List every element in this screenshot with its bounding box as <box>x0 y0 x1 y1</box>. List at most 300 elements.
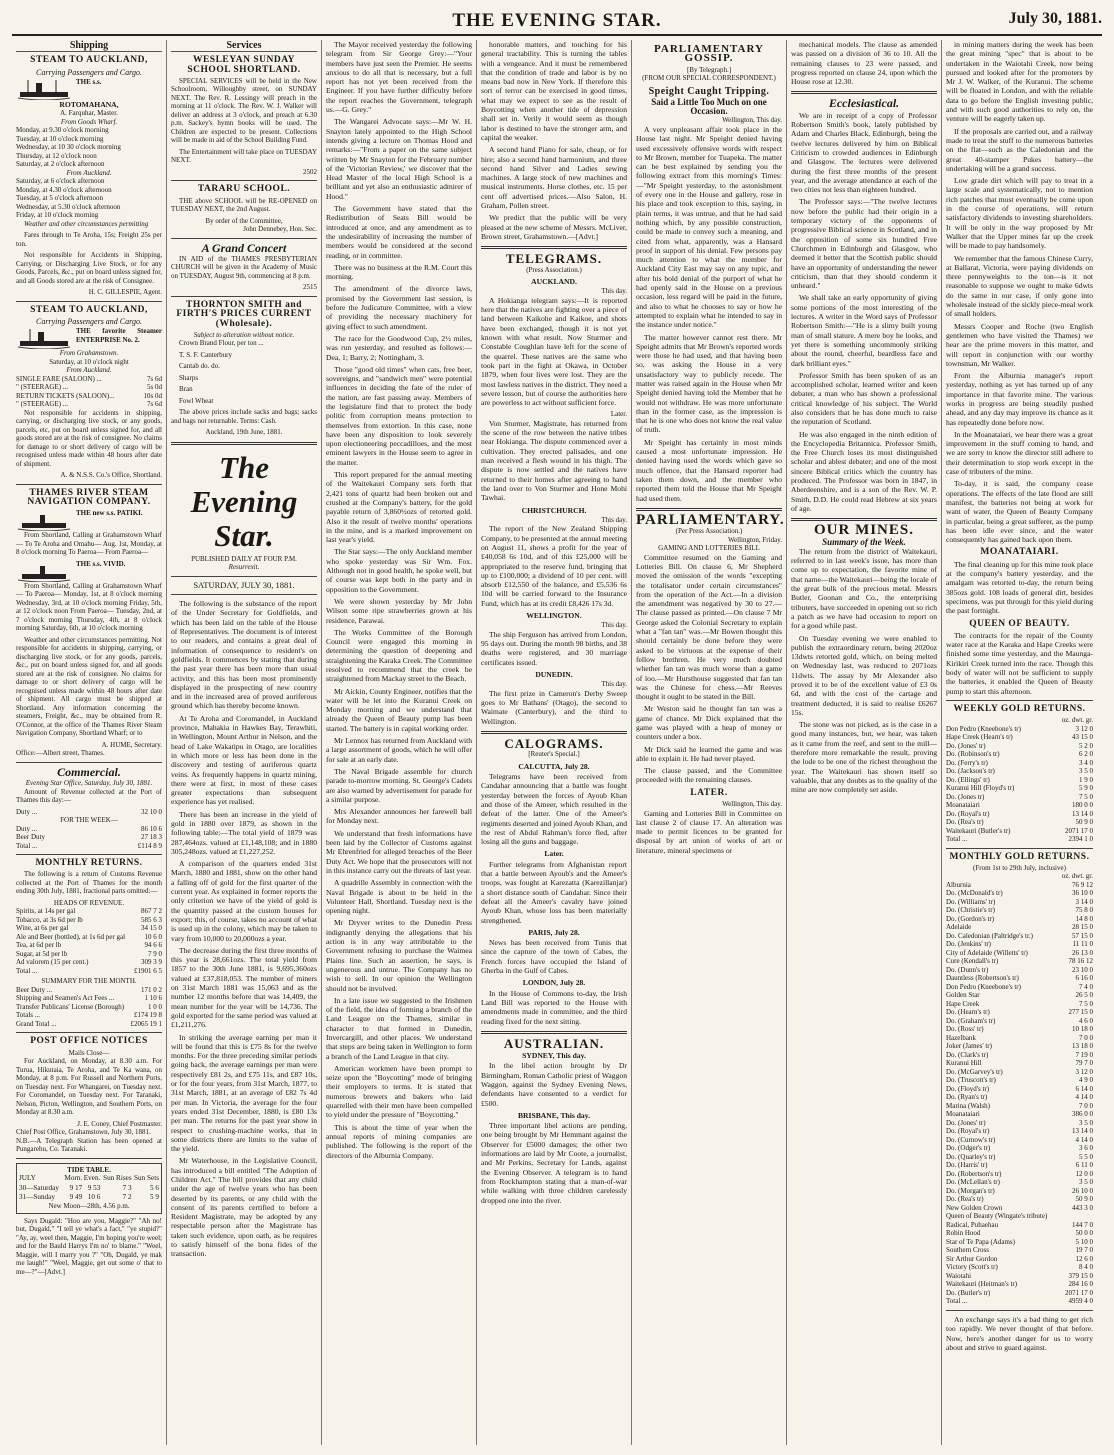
schedule-from-heading: From Grahamstown. <box>59 349 119 358</box>
gold-return-row <box>946 776 1093 785</box>
news-paragraph: The Naval Brigade assemble for church parade to-morrow morning. St. George's Cadets are also warned by advertisement for parade for a similar purpose. <box>326 766 472 804</box>
fare-label: " (STEERAGE) ... <box>16 400 69 409</box>
schedule-line: Tuesday, at 10 o'clock morning <box>16 134 104 143</box>
revenue-row-label: Wine, at 6s per gal <box>16 924 69 933</box>
local-news-body <box>326 40 472 1160</box>
ecclesiastical-title: Ecclesiastical. <box>828 96 900 111</box>
section-heading-services: Services <box>171 41 317 52</box>
ship-name: ROTOMAHANA, <box>59 99 119 109</box>
price-item: Bran <box>179 385 193 394</box>
mines-title: OUR MINES. <box>813 522 914 539</box>
revenue-subheading: FOR THE WEEK— <box>60 816 118 825</box>
price-list <box>171 339 317 405</box>
fare-label: RETURN TICKETS (SALOON)... <box>16 391 115 400</box>
news-paragraph: We were shown yesterday by Mr John Wilson some ripe strawberries grown at his residence, Parawai. <box>326 596 472 625</box>
gold-return-row <box>946 983 1093 992</box>
divider <box>481 1031 627 1034</box>
gold-return-row-value: 14 8 0 <box>1075 914 1093 923</box>
tide-header: Morn. <box>64 1174 83 1183</box>
gold-return-row-value: 379 15 0 <box>1068 1271 1093 1280</box>
revenue-label: Duty ... <box>16 824 37 833</box>
monthly-returns-intro: The following is a return of Customs Revenue collected at the Port of Thames for the month ending 30th July, 1881, fractional parts omitted:— <box>16 870 162 896</box>
dateline-date: This day. <box>601 621 627 630</box>
gold-return-row <box>946 1119 1093 1128</box>
mining-paragraph: Low grade dirt which will pay to treat in a large scale and systematically, not to mention rich patches that must eventually be come upon in the course of operations, will return satisfactory dividends to investing shareholders. It will be only in the way proposed by Mr Walker that the Upper mines far up the creek will be made to pay handsomely. <box>946 176 1093 251</box>
leader-paragraph: Mr Waterhouse, in the Legislative Council, has introduced a bill entitled "The Adoption of Children Act." The bill provides that any child under the age of twelve years who has been deserted by its parents, or any child with the consent of its parents certified to before a Resident Magistrate, may be adopted by any respectable person after the Magistrate has taken such evidence, upon oath, as he requires to satisfy himself of the bona fides of the transaction. <box>171 1156 317 1259</box>
mining-paragraph: in mining matters during the week has been the great mining "spec" that is about to be undertaken in the Waiotahi Creek, now being pursued and looked after for the promoters by Mr J. W. Walker, of the Kuranui. The scheme will be floated in London, and with the reliable data to go before the English investing public, and with such good authorities to rely on, the venture will be eagerly taken up. <box>946 40 1093 124</box>
gold-return-row <box>946 1093 1093 1102</box>
gold-return-row-label: Do. (Robinson's tr) <box>946 750 1000 759</box>
commercial-intro: Amount of Revenue collected at the Port of Thames this day:— <box>16 787 162 805</box>
postmaster-signature: J. E. Coney, Chief Postmaster. <box>77 1119 162 1128</box>
tide-cell: 9 53 <box>87 1183 101 1192</box>
summary-table <box>16 986 162 1029</box>
revenue-table <box>16 808 162 851</box>
gold-return-row-label: Moanataiari <box>946 1110 980 1119</box>
gold-return-row-value: 50 9 0 <box>1075 1195 1093 1204</box>
column-parliament <box>632 40 787 1445</box>
ad-tararu-school <box>171 185 317 233</box>
moanataiari-title: MOANATAIARI. <box>980 547 1059 558</box>
gold-return-row-label: Do. (Royal's tr) <box>946 809 990 818</box>
gold-return-row <box>946 1110 1093 1119</box>
monthly-returns-table <box>16 907 162 975</box>
gold-return-row <box>946 1178 1093 1187</box>
steamship-icon <box>16 560 72 582</box>
divider <box>171 296 317 297</box>
revenue-row <box>16 924 162 933</box>
schedule-line: Wednesday, at 10 30 o'clock morning <box>16 143 121 152</box>
column-services <box>167 40 322 1445</box>
liability-note: Weather and other circumstances permitting. Not responsible for accidents in shipping, carrying, or discharging live stock, or for any goods, parcels, &c., put on board unless signed for, and all goods stored are at the risk of consignee. No claims for damage to or short delivery of cargo will be recognised unless made within 48 hours after date of shipment. All cargo must be shipped at Shortland. Any information concerning the steamers, Freight, &c., may be obtained from R. O'Connor, at the office of the Thames River Steam Navigation Company, Shortland Wharf; or to <box>16 635 162 738</box>
route-text: From Shortland, Calling at Grahamstown Wharf— To Te Aroha and Omahu— Aug. 1st, Monday, at 8 o'clock morning To Paeroa— From Paeroa— <box>16 531 162 557</box>
gold-return-row-value: 5 10 0 <box>1075 1237 1093 1246</box>
gold-return-row <box>946 1127 1093 1136</box>
ad-subtitle: Carrying Passengers and Cargo. <box>36 67 142 77</box>
leader-paragraph: At Te Aroha and Coromandel, in Auckland province, Mahakia in Hawkes Bay, Terawhiti, in Wellington, Mount Arthur in Nelson, and the head of Lake Wakatipu in Otago, are localities in which more or less has been done in the discovery and testing of auriferous quartz veins. As frequently happens in quartz mining, there were at first, in most of these cases greater expectations than subsequent experience has yet realised. <box>171 713 317 807</box>
gold-return-row <box>946 1102 1093 1111</box>
divider <box>16 484 162 485</box>
tide-cell: 10 6 <box>87 1192 101 1201</box>
ad-steam-auckland-rotomahana <box>16 56 162 296</box>
price-item: T. S. F. Canterbury <box>179 350 232 359</box>
gossip-title: PARLIAMENTARY GOSSIP. <box>654 43 764 65</box>
monthly-gold-title: MONTHLY GOLD RETURNS. <box>949 851 1090 862</box>
summary-row-label: Totals ... <box>16 1011 41 1020</box>
gold-return-row-value: 7 0 0 <box>1079 1033 1093 1042</box>
gold-return-row <box>946 1289 1093 1298</box>
fare-row <box>16 375 162 384</box>
gold-return-row-label: Don Pedro (Kneebone's tr) <box>946 982 1021 991</box>
bill-name: GAMING AND LOTTERIES BILL <box>658 544 760 553</box>
gold-return-row <box>946 1034 1093 1043</box>
revenue-row <box>16 967 162 976</box>
schedule-line: Saturday, at 2 o'clock afternoon <box>16 160 105 169</box>
ad-title: THAMES RIVER STEAM NAVIGATION COMPANY. <box>27 487 151 508</box>
revenue-row <box>16 933 162 942</box>
tide-row <box>19 1193 159 1202</box>
gold-return-row <box>946 1221 1093 1230</box>
news-item-text: The first prize in Cameron's Derby Sweep goes to Mr Bathans' (Otago), the second to Waimate (Canterbury), and the third to Wellington. <box>481 688 627 726</box>
gold-return-row <box>946 784 1093 793</box>
story-paragraph: Mr Speight has certainly in most minds caused a most unfortunate impression. He denied having used the words which gave so much offence, that the Hansard reporter had taken them down, and the member who reported them told the House that Mr Speight had used them. <box>636 437 782 503</box>
calograms-title: CALOGRAMS. <box>504 736 604 751</box>
revenue-row-value: 309 3 9 <box>141 958 162 967</box>
ad-subtitle: Subject to alteration without notice. <box>193 330 295 339</box>
gold-return-row-label: City of Adelaide (Willetts' tr) <box>946 948 1028 957</box>
mining-body <box>946 40 1093 544</box>
tide-cell: 30—Saturday <box>19 1183 59 1192</box>
divider <box>791 518 937 521</box>
masthead <box>12 8 1102 36</box>
gold-return-row-value: 3 5 0 <box>1079 1178 1093 1187</box>
ship-master: A. Farquhar, Master. <box>60 109 118 118</box>
gold-return-row-label: Do. (Harris' tr) <box>946 1161 988 1170</box>
revenue-row-value: 7 9 0 <box>148 949 162 958</box>
news-item-text: News has been received from Tunis that since the capture of the town of Cabes, the French forces have occupied the Island of Gherba in the Gulf of Cabes. <box>481 938 627 976</box>
gold-return-row <box>946 974 1093 983</box>
gold-return-row-label: Hape Creek (Hearn's tr) <box>946 733 1013 742</box>
ad-number: 2515 <box>303 283 317 292</box>
schedule-from-heading: From Auckland. <box>66 366 112 375</box>
gold-return-row <box>946 1025 1093 1034</box>
gold-return-row-value: 23 10 0 <box>1072 965 1093 974</box>
divider <box>171 238 317 239</box>
schedule-line: Friday, at 10 o'clock morning <box>16 211 99 220</box>
news-paragraph: A quadrille Assembly in connection with the Naval Brigade is about to be held in the Volunteer Hall, Shortland. Tuesday next is the opening night. <box>326 878 472 916</box>
tide-cell: 7 2 <box>122 1192 132 1201</box>
gold-return-row-label: Do. (Quarley's tr) <box>946 1152 996 1161</box>
paper-nameplate <box>171 451 317 595</box>
tide-cell: 5 9 <box>150 1192 159 1201</box>
dateline-place: SYDNEY, This day. <box>522 1051 586 1061</box>
gold-return-row-label: Southern Cross <box>946 1246 989 1255</box>
gold-return-row <box>946 1000 1093 1009</box>
gold-return-row <box>946 889 1093 898</box>
gold-return-row-value: 3 14 0 <box>1075 897 1093 906</box>
gold-return-row <box>946 1136 1093 1145</box>
gold-return-row-label: Dauntless (Robertson's tr) <box>946 974 1019 983</box>
mining-paragraph: From the Alburnia manager's report yesterday, nothing as yet has turned up of any importance in that favorite mine. The various works in progress are being steadily pushed ahead, and any day may improve its chance as it has repeatedly done before now. <box>946 371 1093 427</box>
dateline-place: PARIS, July 28. <box>528 927 580 937</box>
gold-return-row-value: 76 9 12 <box>1072 880 1093 889</box>
revenue-row-value: 867 7 2 <box>141 907 162 916</box>
gold-return-row-value: 7 0 0 <box>1079 1101 1093 1110</box>
gold-return-row <box>946 1144 1093 1153</box>
gold-return-row-value: 6 14 0 <box>1075 1084 1093 1093</box>
ship-prefix: THE s.s. <box>76 77 102 86</box>
leader-paragraph: A comparison of the quarters ended 31st March, 1880 and 1881, show on the other hand a falling off of gold for the first quarter of the current year. As explained in former reports the only criterion we have of the yield of gold is the quantity passed at the custom houses for export; this, of course, takes no account of what is used up in the colony, which may be taken to vary from 10,000 to 20,000ozs a year. <box>171 859 317 943</box>
gold-return-row <box>946 801 1093 810</box>
gold-return-row-value: 6 2 0 <box>1079 750 1093 759</box>
gold-return-row-value: 3 6 0 <box>1079 1144 1093 1153</box>
divider <box>481 731 627 734</box>
news-item-text: The report of the New Zealand Shipping Company, to be presented at the annual meeting on August 11, shows a profit for the year of £40,058 6s 10d, and of this £25,000 will be appropriated to the reserve fund, bringing that up to £100,000; a dividend of 10 per cent. will absorb £12,550 of the balance, and £5,536 6s 10d will be carried forward to the Insurance Fund, which has at its credit £8,426 17s 3d. <box>481 524 627 608</box>
moanataiari-text: The final cleaning up for this mine took place at the company's battery yesterday, and the amalgam was retorted to-day, the return being 385ozs gold. 108 loads of general dirt, besides specimens, was put through for this yield during the past fortnight. <box>946 559 1093 616</box>
revenue-row <box>16 907 162 916</box>
gold-return-row-label: Do. (Rea's tr) <box>946 1195 984 1204</box>
leader-paragraph: The decrease during the first three months of this year is 28,661ozs. The total yield from 1857 to the 30th June 1881, is 9,695,360ozs valued at £37,818,053. The number of miners on 31st March 1881 was 15,063 and as the number 12 months before that was 14,409, the mean number for the year will be 14,736. The gold exported for the same period was valued at £1,211,276. <box>171 945 317 1030</box>
schedule-line: Monday, at 9.30 o'clock morning <box>16 126 109 135</box>
tide-grid <box>19 1174 159 1202</box>
gold-return-row <box>946 898 1093 907</box>
revenue-row <box>16 950 162 959</box>
office-address: Office:—Albert street, Thames. <box>16 749 105 758</box>
news-paragraph: American workmen have been prompt to seize upon the "Boycotting" mode of bringing their employers to terms. It is stated that numerous brewers and bakers who laid quarrelled with their men have been compelled to yield under the pressure of "Boycotting." <box>326 1063 472 1120</box>
gold-return-row-label: Do. (Hearn's tr) <box>946 1008 990 1017</box>
gold-return-row-label: Do. (Floyd's tr) <box>946 1084 990 1093</box>
gold-return-row-label: Do. (Graham's tr) <box>946 1016 996 1025</box>
ad-text: The Entertainment will take place on TUESDAY NEXT. <box>171 147 317 165</box>
mines-paragraph: The return from the district of Waitekauri, referred to in last week's issue, has more than come up to expectation, the favorite mine of that name—the Waitekauri—being the locale of the great bulk of the precious metal. Messrs Butler, Goonan and Co., the enterprising tributers, have succeeded in opening out so rich a patch as we have had occasion to report on for a good while past. <box>791 546 937 631</box>
gold-return-row-label: Do. (Jenkins' tr) <box>946 940 992 949</box>
dateline-place: Later. <box>544 849 564 859</box>
leader-paragraph: There has been an increase in the yield of gold in 1880 over 1879, as shown in the following table:—The total yield of 1879 was 287,464ozs. valued at £1,148,108; and in 1880 305,248ozs. valued at £1,227,252. <box>171 809 317 856</box>
ad-title: STEAM TO AUCKLAND, <box>30 304 148 315</box>
gold-return-row <box>946 1263 1093 1272</box>
ad-thames-river-steam <box>16 489 162 758</box>
ad-text: THE above SCHOOL will be RE-OPENED on TUESDAY NEXT, the 2nd August. <box>171 196 317 214</box>
gold-return-row-value: 28 15 0 <box>1072 923 1093 932</box>
fare-value: 7s 6d <box>147 374 162 383</box>
divider <box>16 854 162 855</box>
ship-name: THE favorite Steamer ENTERPRISE No. 2. <box>76 327 162 344</box>
post-office-notices <box>16 1037 162 1153</box>
story-body <box>636 125 782 503</box>
gold-return-row-value: 4 6 0 <box>1079 1016 1093 1025</box>
gold-return-row-value: 26 10 0 <box>1072 1186 1093 1195</box>
gold-return-row <box>946 835 1093 844</box>
gold-return-row-value: 3 5 0 <box>1079 767 1093 776</box>
ad-grand-concert <box>171 240 317 292</box>
gold-return-row-label: Do. (Truscott's tr) <box>946 1076 996 1085</box>
dateline-date: This day. <box>601 515 627 524</box>
revenue-row <box>16 808 162 817</box>
gold-return-row-label: Do. (Ryan's tr) <box>946 1093 988 1102</box>
dateline-place: LONDON, July 28. <box>522 978 586 988</box>
tide-table <box>16 1163 162 1214</box>
revenue-row-label: Tea, at 6d per lb <box>16 941 62 950</box>
gold-return-row <box>946 1238 1093 1247</box>
revenue-row <box>16 941 162 950</box>
column-mining <box>942 40 1097 1445</box>
gold-return-row-label: Do. (Ferry's tr) <box>946 758 988 767</box>
gold-return-row-label: Do. (Royal's tr) <box>946 1127 990 1136</box>
gold-return-row-value: 3 4 0 <box>1079 758 1093 767</box>
summary-row-value: £174 19 8 <box>134 1011 162 1020</box>
parliamentary-paragraph: Mr Weston said he thought fan tan was a game of chance. Mr Dick explained that the game was played with a heap of money or counters under a box. <box>636 704 782 742</box>
mining-paragraph: If the proposals are carried out, and a railway made to treat the stuff to the numerous batteries on the flat—such as the Caledonian and the great 40-stamper Pukes battery—the undertaking will be a grand success. <box>946 126 1093 173</box>
gold-return-row-value: 144 7 0 <box>1072 1220 1093 1229</box>
divider <box>171 594 317 595</box>
dateline-date: This day. <box>601 287 627 296</box>
parliamentary-title: PARLIAMENTARY. <box>636 511 785 528</box>
gold-return-row-value: 7 19 0 <box>1075 1050 1093 1059</box>
gold-return-row-value: 3 12 0 <box>1075 1067 1093 1076</box>
gold-return-row <box>946 1153 1093 1162</box>
gold-return-row-label: Do. (Butler's tr) <box>946 1288 991 1297</box>
ship-name: THE new s.s. PATIKI. <box>76 509 143 518</box>
gold-return-row-label: Do. (Jones' tr) <box>946 741 986 750</box>
gold-return-row-value: 7 4 0 <box>1079 982 1093 991</box>
gold-return-row <box>946 1017 1093 1026</box>
gold-return-row <box>946 733 1093 742</box>
section-heading-shipping: Shipping <box>16 41 162 52</box>
story-paragraph: A very unpleasant affair took place in the House last night. Mr Speight denied having used excessively offensive words with respect to Mr Brown, member for Tuapeka. The matter can be best explained by sending you the following extract from this morning's Times:—"Mr Speight yesterday, to the astonishment of every one in the House and gallery, rose in his place and took exception to this, saying, in plain terms, it was untrue, and that he had said nothing which, by any possible construction, could be made to convey such a meaning, and cited from what, apparently, was a Hansard proof in support of his denial. Few persons pay much attention to what the member for Auckland City East may say on any topic, and after his bold denial of the purport of what he had openly said in the House on a previous occasion, less regard will be paid in the future, and also to what he chooses to say or how he attempted to explain what he intended to say in the instance under notice." <box>636 124 782 330</box>
price-item: Fowl Wheat <box>179 396 214 405</box>
tide-cell: 9 17 <box>69 1183 83 1192</box>
divider <box>481 246 627 249</box>
summary-row-label: Shipping and Seamen's Act Fees ... <box>16 994 115 1003</box>
divider <box>946 1310 1093 1311</box>
revenue-label: Total ... <box>16 841 38 850</box>
divider <box>171 442 317 445</box>
gold-return-row-value: 284 16 0 <box>1068 1280 1093 1289</box>
gold-return-row <box>946 1246 1093 1255</box>
weekly-returns-title: WEEKLY GOLD RETURNS. <box>953 703 1086 714</box>
parliamentary-dateline: Wellington, Friday. <box>727 535 782 544</box>
gold-return-row <box>946 991 1093 1000</box>
news-item-text: Further telegrams from Afghanistan report that a battle between Ayoub's and the Ameer's troops, was fought at Karezatta (Karezillanjar) a short distance south of Candahar. Since their defeat all the Ameer's cavalry have joined Ayoub Khan, whose loss has been materially strengthened. <box>481 859 627 925</box>
divider <box>636 508 782 511</box>
schedule-from-heading: From Auckland. <box>66 168 112 177</box>
gold-return-row-value: 50 0 0 <box>1075 1229 1093 1238</box>
steamship-icon <box>16 327 72 349</box>
telegraph-note: N.B.—A Telegraph Station has been opened at Pungarehu, Co. Taranaki. <box>16 1136 162 1154</box>
gold-return-row-value: 26 5 0 <box>1075 991 1093 1000</box>
gold-return-row-label: Do. (Robertson's tr) <box>946 1169 1002 1178</box>
gold-return-row-value: 4 14 0 <box>1075 1093 1093 1102</box>
gold-return-row <box>946 1051 1093 1060</box>
dateline-place: AUCKLAND. <box>531 277 577 287</box>
dateline-place: CHRISTCHURCH. <box>521 505 587 515</box>
gold-return-row-label: Moanataiari <box>946 801 980 810</box>
leader-paragraph: The following is the substance of the report of the Under Secretary for Goldfields, and which has been laid on the table of the House of Representatives. The document is of interest to our readers, and contains a great deal of information of consequence to resident's on goldfields. It commences by stating that during the past year there has been more than usual activity, and this has been most prominently displayed in the prospecting of new country and in the increased area of proved auriferous ground which has thereby become known. <box>171 599 317 711</box>
ad-text: IN AID of the THAMES PRESBYTERIAN CHURCH will be given in the Academy of Music on TUESDAY, August 9th, commencing at 8 p.m. <box>171 254 317 280</box>
news-paragraph: The Works Committee of the Borough Council were engaged this morning in determining the question of deepening and straightening the Karaka Creek. The Committee resolved to recommend that the creek be straightened from Mackay street to the Beach. <box>326 627 472 684</box>
news-paragraph: A second hand Piano for sale, cheap, or for hire; also a second hand harmonium, and three second hand Silver and Ladies sewing machines. A large stock of new machines and musical instruments. Horse clothes, etc. 15 per cent off advertised prices.—Also Salon, H. Graham, Pollen street. <box>481 145 627 211</box>
news-paragraph: Mr Aickin, County Engineer, notifies that the water will be let into the Kuranui Creek on Monday morning and we understand that already the Queen of Beauty pump has been started. The battery is in capital working order. <box>326 686 472 733</box>
tide-cell: 7 3 <box>122 1183 132 1192</box>
revenue-value: 27 18 3 <box>141 833 162 842</box>
news-paragraph: The Star says:—The only Auckland member who spoke yesterday was Sir Wm. Fox. Although not in good health, he spoke well, but of course was kept both in the party and in opposition to the Government. <box>326 547 472 594</box>
gold-return-row-value: 5 5 0 <box>1079 1152 1093 1161</box>
revenue-row-value: 34 15 0 <box>141 924 162 933</box>
news-paragraph: This report prepared for the annual meeting of the Waitekauri Company sets forth that 2,421 tons of quartz had been broken out and crushed at the Company's battery, for the gold payable return of 3,860½ozs of retorted gold. Also it the result of twelve months' operations in the mine, and is a marked improvement on last year's yield. <box>326 470 472 545</box>
gold-return-row <box>946 1229 1093 1238</box>
price-note: The above prices include sacks and bags; sacks and bags not returnable. Terms: Cash. <box>171 408 317 425</box>
gold-return-row-label: Waitekauri (Heitman's tr) <box>946 1280 1018 1289</box>
ecclesiastical-paragraph: The Professor says:—"The twelve lectures now before the public had their origin in a temporary victory of the opponents of progressive Biblical science in Scotland, and in the opposition of some six hundred Free Churchmen in Edinburgh and Glasgow, who deemed it better that the Scottish public should have an opportunity of understanding the newer criticism, than that they should condemn it unheard." <box>791 197 937 291</box>
gold-return-row-label: Alburnia <box>946 880 971 889</box>
masthead-date: July 30, 1881. <box>1008 10 1102 27</box>
cable-items <box>481 762 627 1026</box>
gold-return-row <box>946 1272 1093 1281</box>
gold-return-row-label: Marina (Walsh) <box>946 1101 990 1110</box>
gold-return-row <box>946 906 1093 915</box>
revenue-total <box>16 842 162 851</box>
summary-row-label: Beer Duty ... <box>16 985 52 994</box>
gold-return-row-value: 7 5 0 <box>1079 999 1093 1008</box>
revenue-row-value: 10 6 0 <box>144 932 162 941</box>
gold-return-row-value: 57 15 0 <box>1072 931 1093 940</box>
ecclesiastical-paragraph: He was also engaged in the ninth edition of the Encyclopedia Britannica. Professor Smith, the Free Church loses its most distinguished scholar and ablest debater; and one of the most sincere Biblical critics which the country has produced. The Professor was born in 1847, in Aberdeenshire, and is a son of the Rev. W. P. Smith, D.D. He could read Hebrew at six years of age. <box>791 429 937 513</box>
continued-text <box>791 40 937 86</box>
motto: Resurrexit. <box>228 563 260 572</box>
gold-return-row-value: 3 12 0 <box>1075 724 1093 733</box>
revenue-row-value: £1901 6 5 <box>134 966 162 975</box>
gold-return-row-label: Kuranui Hill <box>946 1059 982 1068</box>
masthead-title: THE EVENING STAR. <box>452 10 662 31</box>
gold-return-row-label: Waiotahi <box>946 1271 972 1280</box>
news-item-text: Three important libel actions are pending, one being brought by Mr Hemmant against the Observer for £5000 damages; the other two informations are laid by Mr Coote, a journalist, and Mr Perkins, Secretary for Lands, against the Evening Observer. A telegram is to hand from Rockhampton stating that a man-of-war while walking with three children carelessly dropped one into the river. <box>481 1121 627 1205</box>
dateline-place: DUNEDIN. <box>535 670 573 680</box>
monthly-gold-units: oz. dwt. gr. <box>1061 872 1093 881</box>
gold-return-row-value: 2394 1 0 <box>1068 835 1093 844</box>
ecclesiastical-body <box>791 111 937 513</box>
news-paragraph: The Wangarei Advocate says:—Mr W. H. Snayton lately appointed to the High School intends giving a lecture on Thomas Hood and remarks:—"From a paper on the same subject written by Mr Snayton for the February number of the 'Victorian Review,' we discover that the Head Master of the local High School is a brilliant and yet also an enthusiastic admirer of Hood." <box>326 117 472 201</box>
ad-text: SPECIAL SERVICES will be held in the New Schoolroom, Willoughby street, on SUNDAY NEXT. The Rev. R. Lessingy will preach in the morning at 11 o'clock. The Rev. W. J. Walker will deliver an address at 3 o'clock, and preach at 6.30 p.m. Sackey's hymn books will be used. The Children are expected to be present. Collections will be made in aid of the School Building Fund. <box>171 76 317 145</box>
later-title: LATER. <box>690 787 728 798</box>
summary-row-value: 1 0 0 <box>148 1002 162 1011</box>
mining-paragraph: We remember that the famous Chinese Curry, at Ballarat, Victoria, were paying dividends on three pennyweights to the ton—is it not reasonable to suppose we ought to make 6dwts do the same in our case, if only gone into wholesale instead of the sickly piece-meal work of small holders. <box>946 253 1093 319</box>
dateline-place: WELLINGTON. <box>526 611 582 621</box>
gold-return-row <box>946 759 1093 768</box>
divider <box>16 1158 162 1159</box>
gold-return-row <box>946 793 1093 802</box>
gold-return-row-value: 2071 17 0 <box>1065 1288 1093 1297</box>
gold-return-row-value: 5 2 0 <box>1079 741 1093 750</box>
summary-row-label: Grand Total ... <box>16 1019 57 1028</box>
news-paragraph: The race for the Goodwood Cup, 2½ miles, was run yesterday, and resulted as follows:—Dea, 1; Barry, 2; Nottingham, 3. <box>326 333 472 362</box>
gold-return-row-value: 5 9 0 <box>1079 784 1093 793</box>
divider <box>16 301 162 302</box>
gold-return-row-value: 19 7 0 <box>1075 1246 1093 1255</box>
gold-return-row <box>946 1076 1093 1085</box>
gold-return-row-value: 7 5 0 <box>1079 792 1093 801</box>
gold-return-row-label: Hape Creek <box>946 999 980 1008</box>
news-item-text: A Hokianga telegram says:—It is reported here that the natives are fighting over a piece of land between Kaikohe and Kaikoe, and shots have been exchanged, though it is not yet known with what result. Now Sturmer and Constable Coughlan have left for the scene of the quarrel. These natives are the same who took part in the fight at Okawa, in October 1879, when four lives were lost. They are the most lawless natives in the district. They need a severe lesson, but of course the authorities here are powerless to act without sufficient force. <box>481 295 627 408</box>
monthly-returns <box>16 859 162 1028</box>
tide-header: Sun Sets <box>134 1174 159 1183</box>
schedule-line: Wednesday, at 5.30 o'clock afternoon <box>16 202 121 211</box>
divider <box>946 700 1093 701</box>
revenue-row <box>16 958 162 967</box>
gold-return-row <box>946 827 1093 836</box>
steamship-icon <box>16 509 72 531</box>
price-item: Sharps <box>179 373 199 382</box>
price-item: Crown Brand Flour, per ton ... <box>179 339 264 348</box>
news-paragraph: Those "good old times" when cats, free beer, sovereigns, and "sandwich men" were potential influences in deciding the fate of the ruler of the nation, are fast passing away. Members of the legislature find that to protect the body politic from corruption means protection to themselves from extortion. In this case, none have been any disposition to look severely upon electioneering peccadilloes, and the most eminent lawyers in the House seem to agree in the matter. <box>326 364 472 467</box>
press-association: (Press Association.) <box>526 265 582 274</box>
gold-return-row-label: Do. (Curnow's tr) <box>946 1135 996 1144</box>
dateline-place: CALCUTTA, July 28. <box>518 761 590 771</box>
gold-return-row-value: 79 7 0 <box>1075 1059 1093 1068</box>
gold-return-row-label: Do. (Rea's tr) <box>946 818 984 827</box>
gold-return-row <box>946 1008 1093 1017</box>
weather-note: Weather and other circumstances permitting <box>24 219 149 228</box>
liability-note: Not responsible for Accidents in Shipping, Carrying, or Discharging Live Stock, or for any Goods, Parcels, &c., put on board unless signed for, and all Goods stored are at the risk of Consignee. <box>16 251 162 285</box>
gold-return-row-value: 36 10 0 <box>1072 889 1093 898</box>
gold-return-row-value: 13 14 0 <box>1072 809 1093 818</box>
gold-return-row-value: 180 0 0 <box>1072 801 1093 810</box>
telegrams-title: TELEGRAMS. <box>505 251 603 267</box>
divider <box>946 848 1093 849</box>
ad-order: By order of the Committee, <box>205 216 283 225</box>
parliamentary-press: (Per Press Association.) <box>675 527 743 536</box>
gold-return-row-label: Star of Te Papa (Adams) <box>946 1237 1015 1246</box>
agent-signature: H. C. GILLESPIE, Agent. <box>88 288 162 297</box>
